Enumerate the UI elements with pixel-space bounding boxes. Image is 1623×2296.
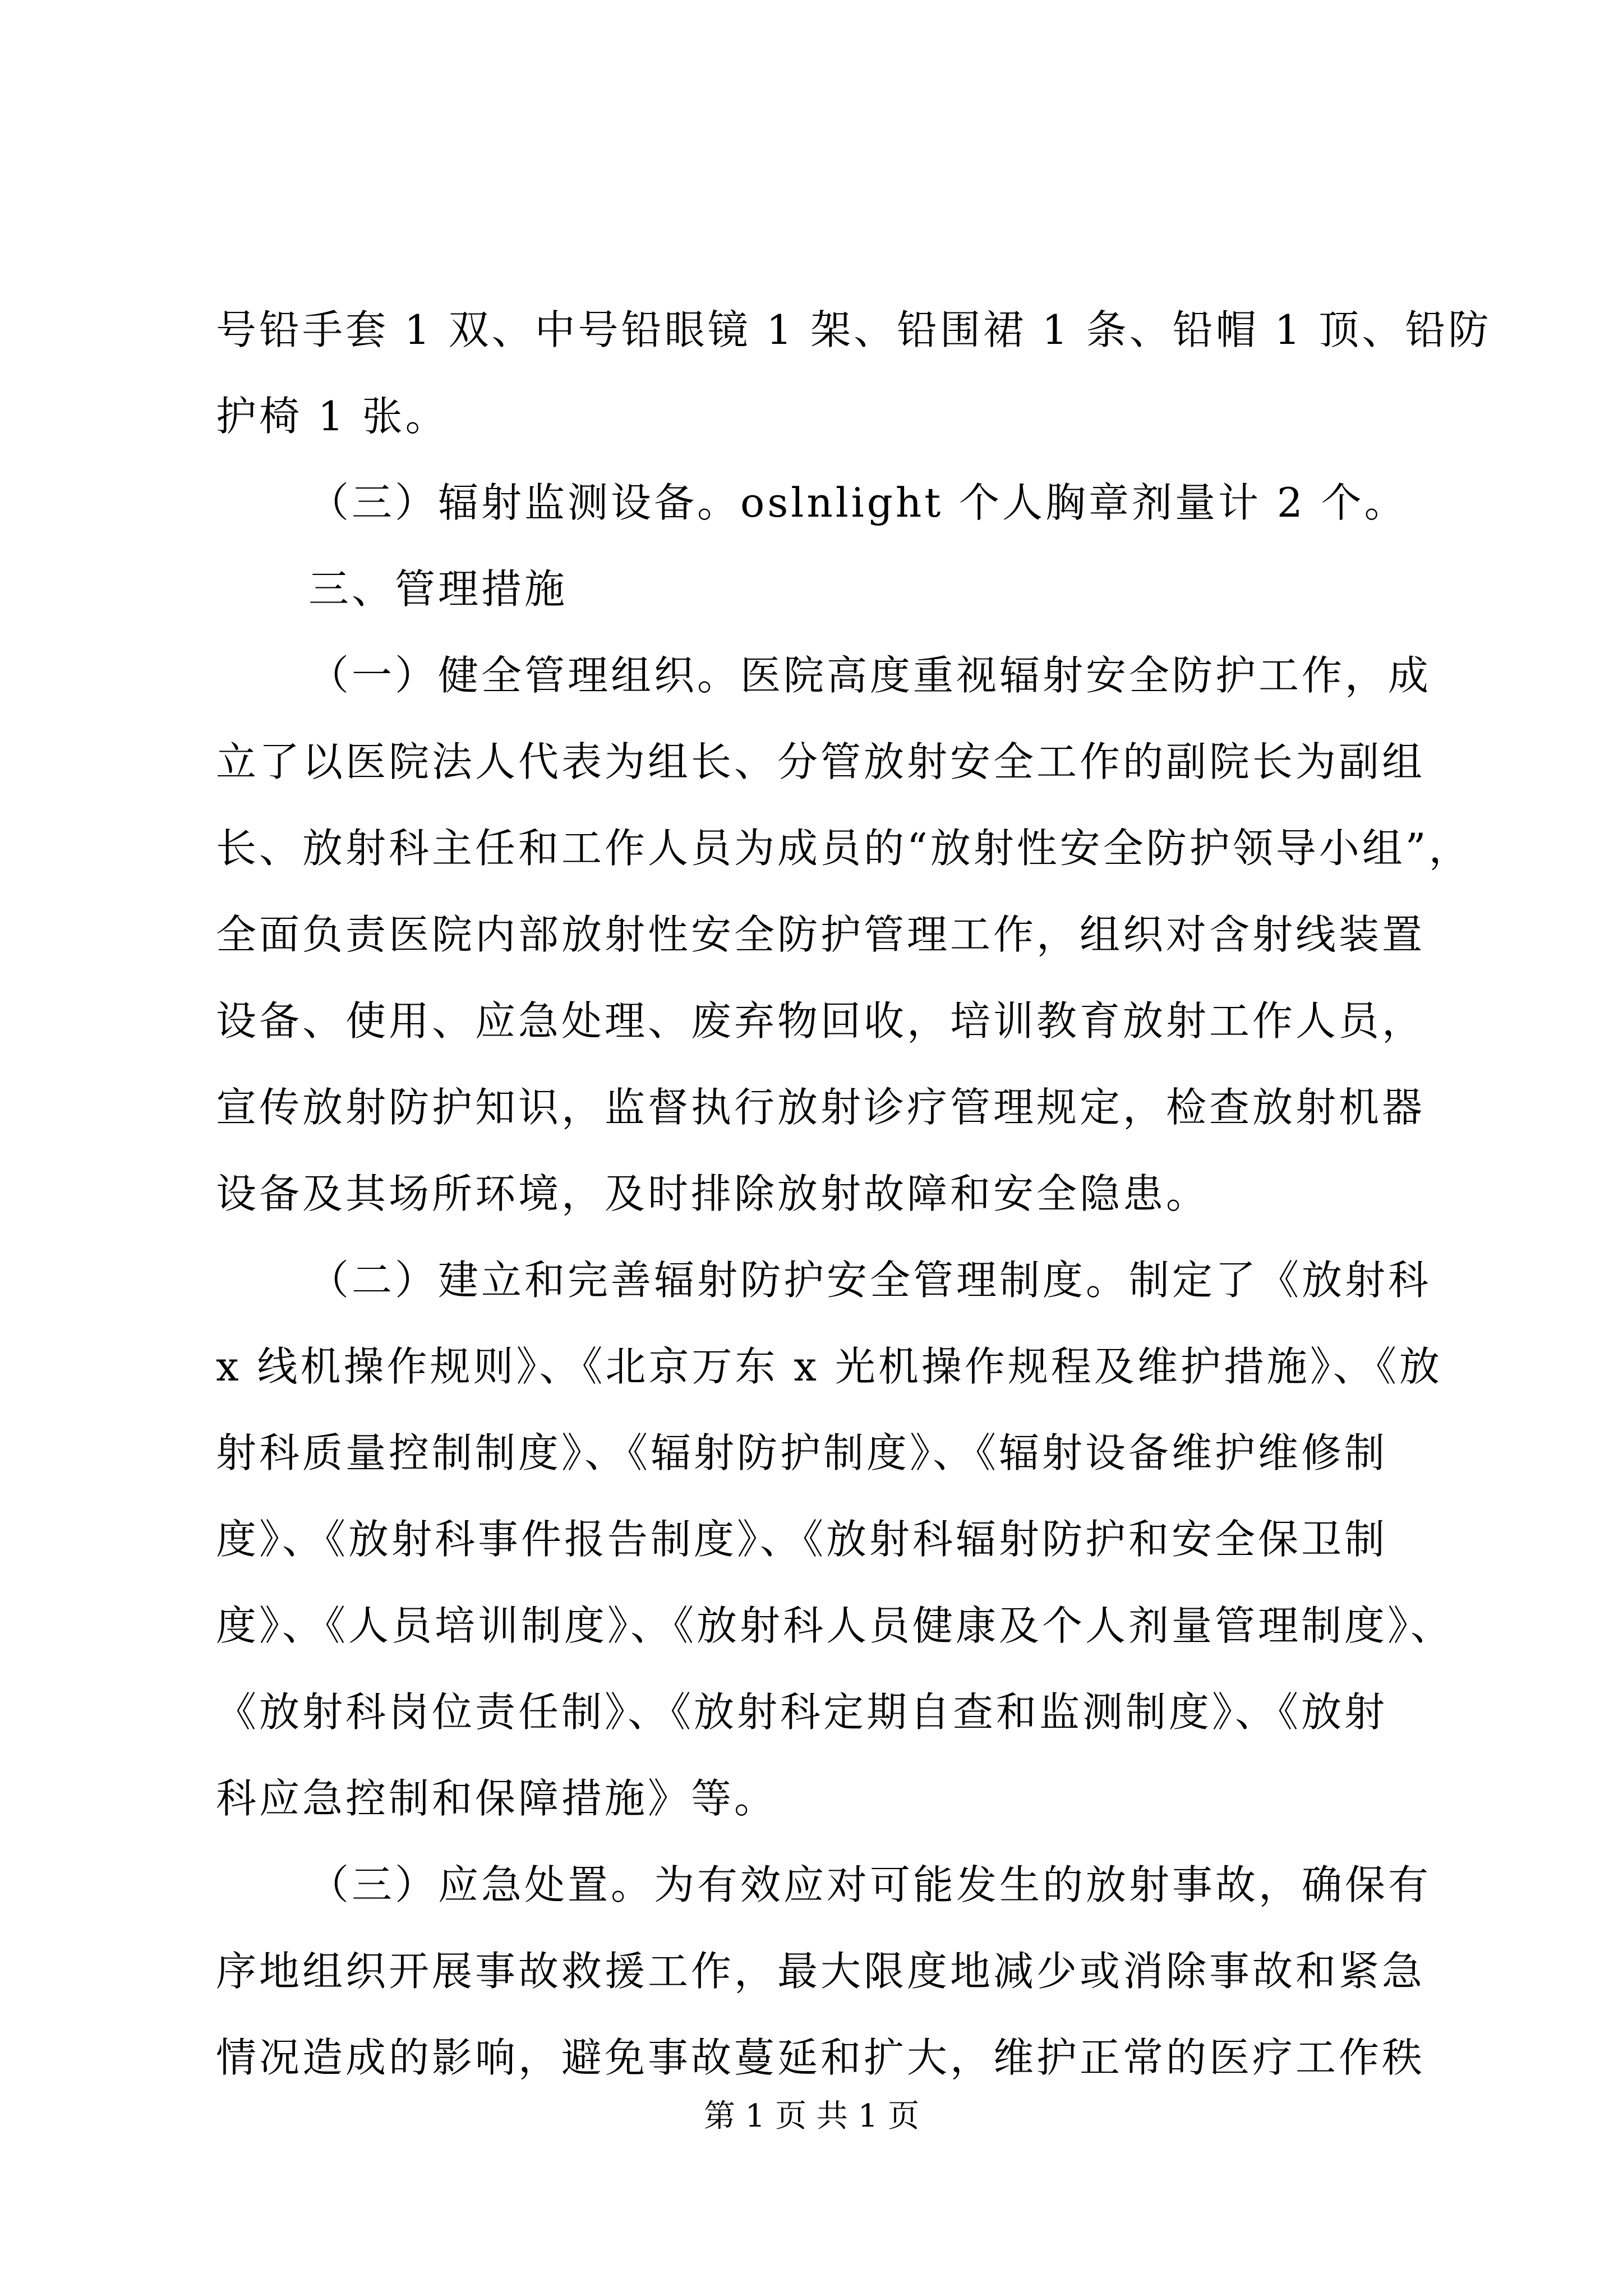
body-text-line: 情况造成的影响，避免事故蔓延和扩大，维护正常的医疗工作秩 (216, 2034, 1426, 2081)
body-text-line: 宣传放射防护知识，监督执行放射诊疗管理规定，检查放射机器 (216, 1084, 1426, 1131)
body-text-line: 全面负责医院内部放射性安全防护管理工作，组织对含射线装置 (216, 911, 1426, 958)
body-text-line: 长、放射科主任和工作人员为成员的“放射性安全防护领导小组”， (216, 825, 1472, 872)
section-heading: 三、管理措施 (308, 565, 568, 613)
body-text-line: （二）建立和完善辐射防护安全管理制度。制定了《放射科 (308, 1257, 1432, 1304)
body-text-line: 立了以医院法人代表为组长、分管放射安全工作的副院长为副组 (216, 738, 1426, 785)
body-text-line: （三）应急处置。为有效应对可能发生的放射事故，确保有 (308, 1861, 1432, 1908)
body-text-line: x 线机操作规则》、《北京万东 x 光机操作规程及维护措施》、《放 (216, 1343, 1442, 1390)
body-text-line: 设备及其场所环境，及时排除放射故障和安全隐患。 (216, 1170, 1210, 1217)
body-text-line: 《放射科岗位责任制》、《放射科定期自查和监测制度》、《放射 (216, 1688, 1388, 1736)
body-text-line: 设备、使用、应急处理、废弃物回收，培训教育放射工作人员， (216, 997, 1426, 1045)
body-text-line: 护椅 1 张。 (216, 393, 449, 440)
body-text-line: 序地组织开展事故救援工作，最大限度地减少或消除事故和紧急 (216, 1948, 1426, 1995)
body-text-line: 号铅手套 1 双、中号铅眼镜 1 架、铅围裙 1 条、铅帽 1 顶、铅防 (216, 306, 1492, 353)
body-text-line: 科应急控制和保障措施》等。 (216, 1775, 778, 1822)
body-text-line: 射科质量控制制度》、《辐射防护制度》、《辐射设备维护维修制 (216, 1429, 1388, 1476)
body-text-line: （三）辐射监测设备。oslnlight 个人胸章剂量计 2 个。 (308, 479, 1408, 526)
body-text-line: 度》、《放射科事件报告制度》、《放射科辐射防护和安全保卫制 (216, 1516, 1388, 1563)
body-text-line: 度》、《人员培训制度》、《放射科人员健康及个人剂量管理制度》、 (216, 1602, 1454, 1649)
body-text-line: （一）健全管理组织。医院高度重视辐射安全防护工作，成 (308, 652, 1432, 699)
page-number-footer: 第 1 页 共 1 页 (703, 2098, 920, 2134)
